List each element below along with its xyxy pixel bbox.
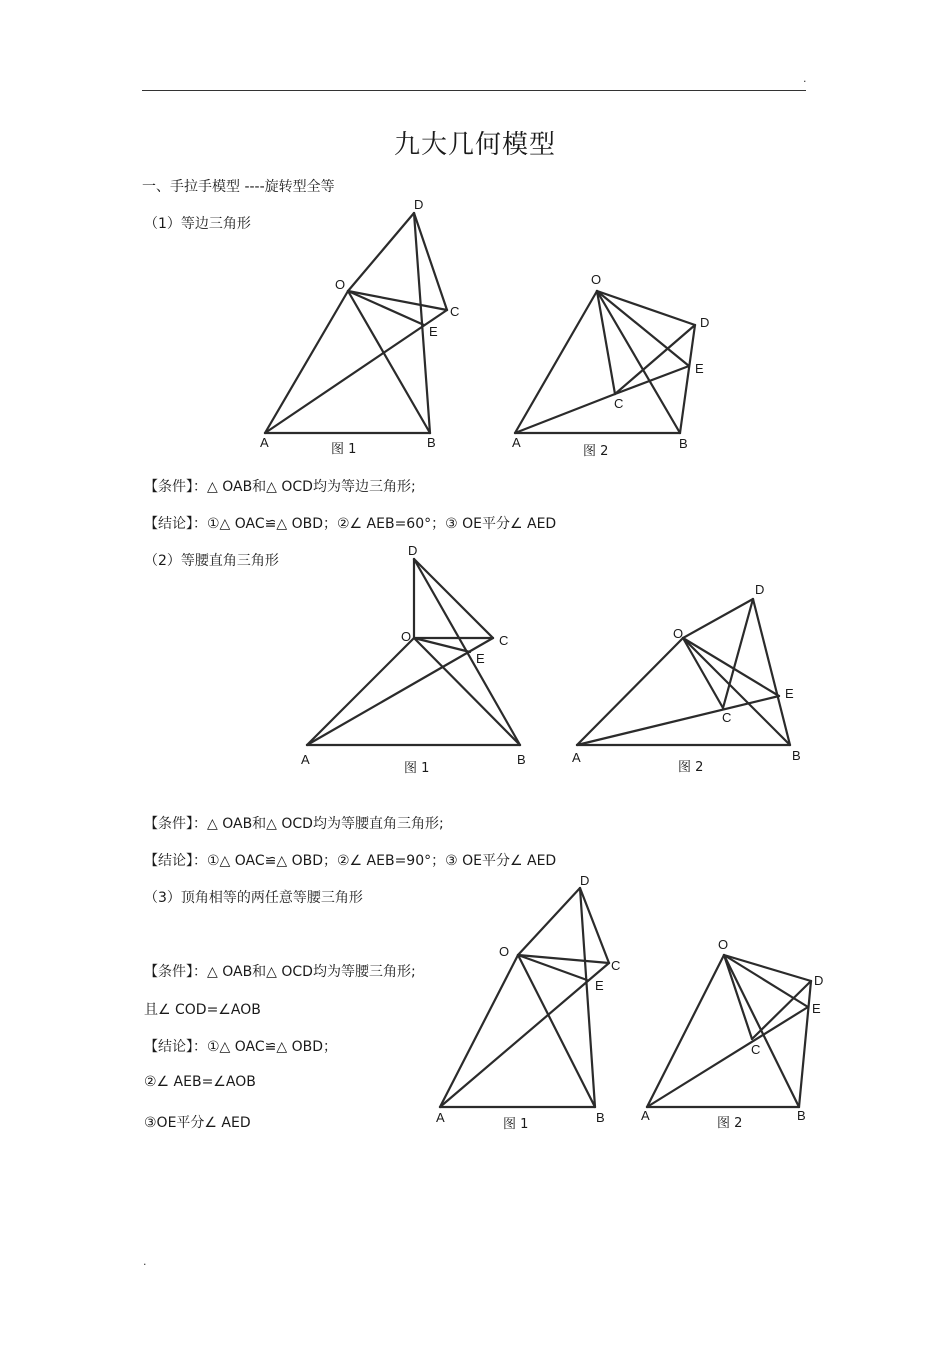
label-B: B bbox=[679, 436, 688, 451]
label-C: C bbox=[751, 1042, 761, 1057]
case2-figure2 bbox=[572, 582, 801, 775]
segment-OE bbox=[597, 291, 689, 366]
segment-OA bbox=[440, 955, 518, 1107]
label-D: D bbox=[580, 873, 590, 888]
segment-OD bbox=[348, 213, 414, 291]
case2-heading: （2）等腰直角三角形 bbox=[144, 553, 279, 569]
segment-OA bbox=[515, 291, 597, 433]
label-B: B bbox=[792, 748, 801, 763]
label-O: O bbox=[401, 629, 412, 644]
figure-caption: 图 2 bbox=[678, 760, 704, 775]
footer-mark: . bbox=[143, 1255, 147, 1268]
segment-BD bbox=[680, 325, 695, 433]
label-C: C bbox=[499, 633, 509, 648]
segment-AC bbox=[577, 696, 779, 745]
label-B: B bbox=[517, 752, 526, 767]
segment-OD bbox=[683, 599, 753, 638]
label-C: C bbox=[611, 958, 621, 973]
case3-condition2: 且∠ COD=∠AOB bbox=[144, 1002, 261, 1018]
label-A: A bbox=[260, 435, 269, 450]
case3-condition: 【条件】：△ OAB和△ OCD均为等腰三角形; bbox=[144, 964, 416, 980]
label-E: E bbox=[429, 324, 438, 339]
segment-OA bbox=[265, 291, 348, 433]
case2-figure1 bbox=[301, 543, 526, 776]
label-O: O bbox=[673, 626, 684, 641]
label-D: D bbox=[408, 543, 418, 558]
segment-OC bbox=[348, 291, 447, 310]
figure-caption: 图 1 bbox=[331, 442, 357, 457]
section-heading: 一、手拉手模型 ----旋转型全等 bbox=[142, 179, 335, 195]
label-D: D bbox=[755, 582, 765, 597]
segment-OB bbox=[348, 291, 430, 433]
segment-OD bbox=[597, 291, 695, 325]
label-O: O bbox=[718, 937, 729, 952]
label-B: B bbox=[427, 435, 436, 450]
label-D: D bbox=[700, 315, 710, 330]
case1-conclusion: 【结论】：①△ OAC≌△ OBD；②∠ AEB=60°；③ OE平分∠ AED bbox=[144, 516, 557, 532]
label-A: A bbox=[641, 1108, 650, 1123]
figure-caption: 图 2 bbox=[583, 444, 609, 459]
page-title: 九大几何模型 bbox=[393, 130, 556, 160]
header-corner-mark: . bbox=[803, 72, 807, 85]
segment-AC bbox=[515, 394, 615, 433]
label-E: E bbox=[695, 361, 704, 376]
label-A: A bbox=[572, 750, 581, 765]
case3-figure2 bbox=[641, 937, 823, 1131]
segment-OD bbox=[724, 955, 811, 981]
segment-OD bbox=[518, 888, 580, 955]
label-C: C bbox=[450, 304, 460, 319]
case3-conclusion2: ②∠ AEB=∠AOB bbox=[144, 1074, 256, 1090]
label-A: A bbox=[512, 435, 521, 450]
label-C: C bbox=[722, 710, 732, 725]
case1-figure2 bbox=[512, 272, 709, 459]
case1-heading: （1）等边三角形 bbox=[144, 216, 251, 232]
label-E: E bbox=[476, 651, 485, 666]
label-A: A bbox=[436, 1110, 445, 1125]
case3-figure1 bbox=[436, 873, 620, 1132]
figure-caption: 图 1 bbox=[503, 1117, 529, 1132]
label-C: C bbox=[614, 396, 624, 411]
segment-OE bbox=[348, 291, 424, 325]
label-E: E bbox=[785, 686, 794, 701]
label-E: E bbox=[595, 978, 604, 993]
label-O: O bbox=[335, 277, 346, 292]
figure-caption: 图 1 bbox=[404, 761, 430, 776]
label-D: D bbox=[414, 197, 424, 212]
case3-conclusion3: ③OE平分∠ AED bbox=[144, 1115, 251, 1131]
segment-CD bbox=[615, 325, 695, 394]
case3-conclusion1: 【结论】：①△ OAC≌△ OBD； bbox=[144, 1039, 337, 1055]
segment-OA bbox=[577, 638, 683, 745]
label-B: B bbox=[797, 1108, 806, 1123]
segment-OC bbox=[724, 955, 752, 1039]
segment-OB bbox=[683, 638, 790, 745]
case2-condition: 【条件】：△ OAB和△ OCD均为等腰直角三角形; bbox=[144, 816, 444, 832]
segment-CE bbox=[615, 366, 689, 394]
label-B: B bbox=[596, 1110, 605, 1125]
label-A: A bbox=[301, 752, 310, 767]
label-O: O bbox=[499, 944, 510, 959]
case1-condition: 【条件】：△ OAB和△ OCD均为等边三角形; bbox=[144, 479, 416, 495]
case2-conclusion: 【结论】：①△ OAC≌△ OBD；②∠ AEB=90°；③ OE平分∠ AED bbox=[144, 853, 557, 869]
label-E: E bbox=[812, 1001, 821, 1016]
segment-AC bbox=[307, 638, 493, 745]
figure-caption: 图 2 bbox=[717, 1116, 743, 1131]
label-O: O bbox=[591, 272, 602, 287]
label-D: D bbox=[814, 973, 824, 988]
case3-heading: （3）顶角相等的两任意等腰三角形 bbox=[144, 890, 363, 906]
segment-BD bbox=[799, 981, 811, 1107]
case1-figure1 bbox=[260, 197, 459, 457]
segment-BD bbox=[753, 599, 790, 745]
